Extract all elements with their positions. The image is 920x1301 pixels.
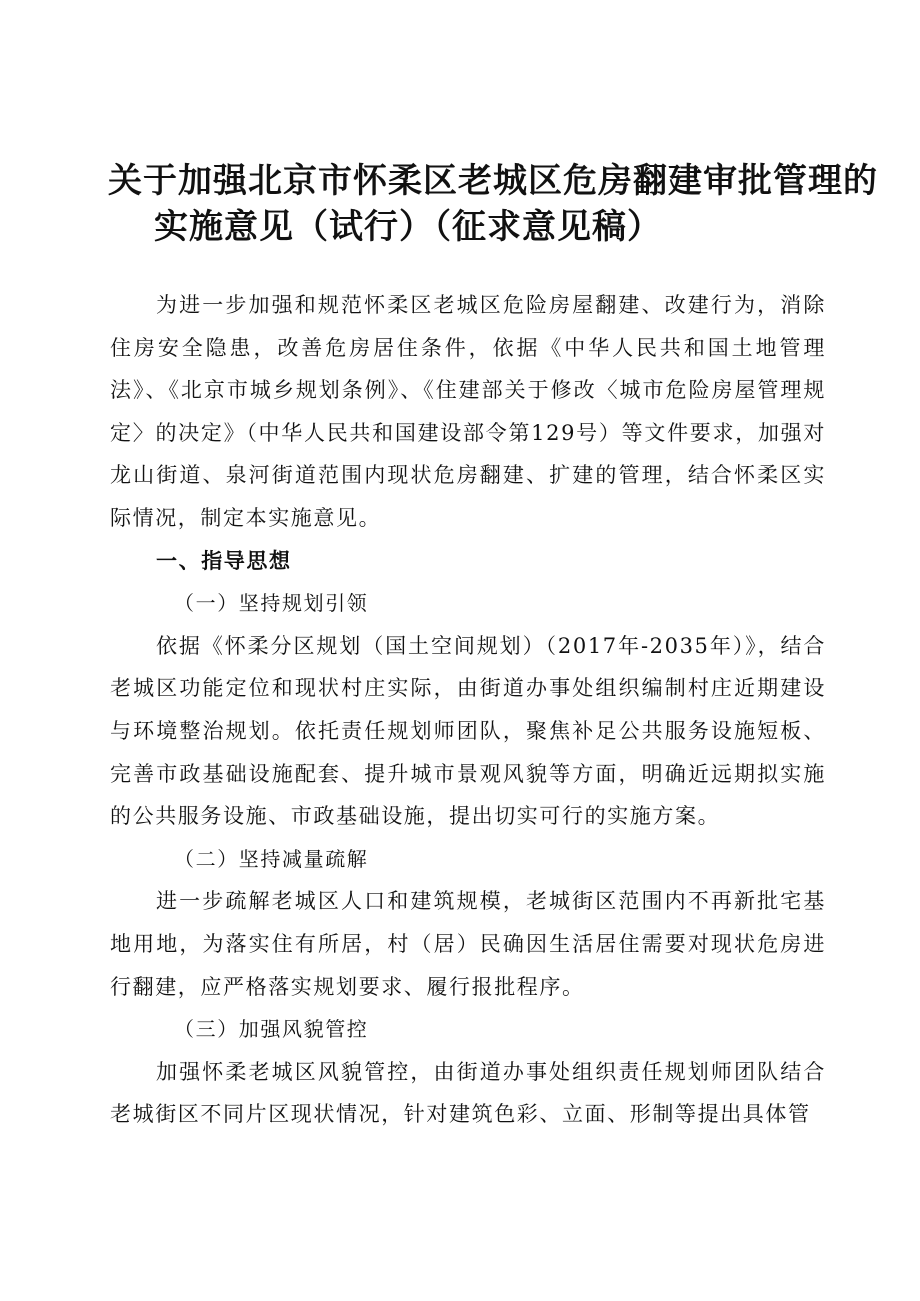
document-body (110, 284, 826, 1136)
document-title-line-1: 关于加强北京市怀柔区老城区危房翻建审批管理的 (108, 161, 878, 201)
subsection-paragraph-3: 加强怀柔老城区风貌管控，由街道办事处组织责任规划师团队结合老城街区不同片区现状情况，针对建筑色彩、立面、形制等提出具体管 (110, 1059, 826, 1127)
subsection-heading-2: （二）坚持减量疏解 (174, 846, 369, 871)
section-heading-guiding-ideology: 一、指导思想 (156, 548, 292, 573)
subsection-heading-3: （三）加强风貌管控 (174, 1017, 369, 1042)
subsection-heading-1: （一）坚持规划引领 (174, 591, 369, 616)
intro-paragraph: 为进一步加强和规范怀柔区老城区危险房屋翻建、改建行为，消除住房安全隐患，改善危房居住条件，依据《中华人民共和国土地管理法》、《北京市城乡规划条例》、《住建部关于修改〈城市危险房屋管理规定〉的决定》（中华人民共和国建设部令第129号）等文件要求，加强对龙山街道、泉河街道范围内现状危房翻建、扩建的管理，结合怀柔区实际情况，制定本实施意见。 (110, 293, 826, 530)
document-title (108, 158, 878, 250)
subsection-paragraph-2: 进一步疏解老城区人口和建筑规模，老城街区范围内不再新批宅基地用地，为落实住有所居，村（居）民确因生活居住需要对现状危房进行翻建，应严格落实规划要求、履行报批程序。 (110, 889, 826, 999)
document-title-line-2: 实施意见（试行）（征求意见稿） (154, 207, 662, 247)
subsection-paragraph-1: 依据《怀柔分区规划（国土空间规划）（2017年-2035年）》，结合老城区功能定位和现状村庄实际，由街道办事处组织编制村庄近期建设与环境整治规划。依托责任规划师团队，聚焦补足公共服务设施短板、完善市政基础设施配套、提升城市景观风貌等方面，明确近远期拟实施的公共服务设施、市政基础设施，提出切实可行的实施方案。 (110, 633, 826, 829)
